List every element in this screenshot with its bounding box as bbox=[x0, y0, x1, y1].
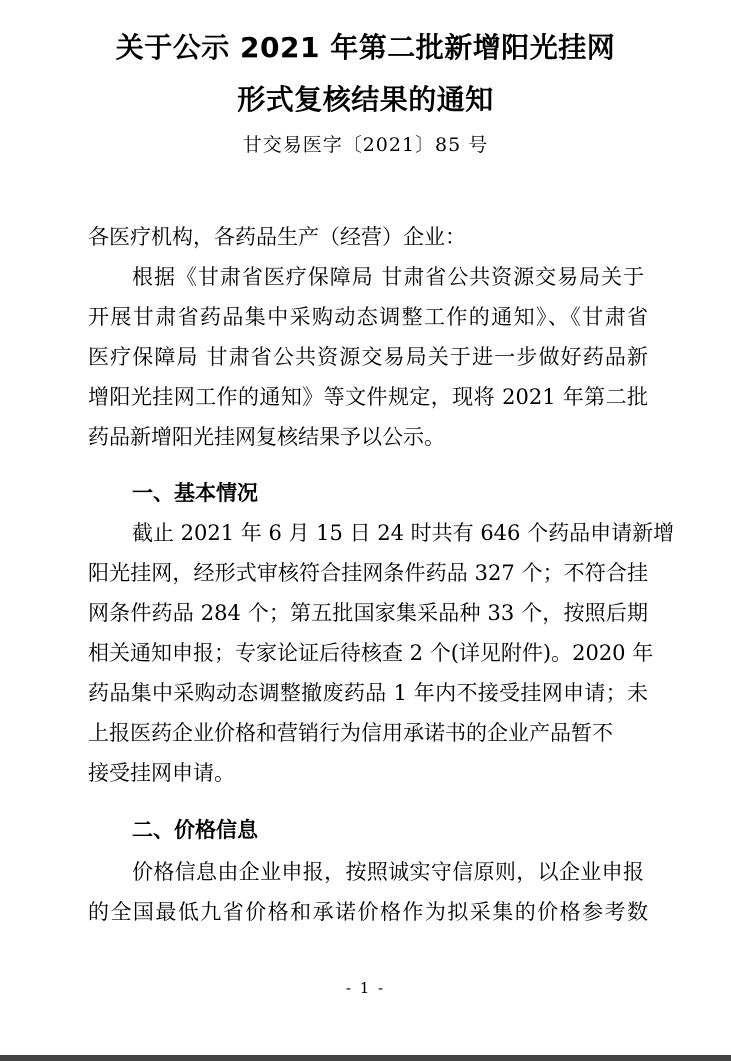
section1-line: 阳光挂网，经形式审核符合挂网条件药品 327 个；不符合挂 bbox=[88, 561, 648, 585]
section1-line: 相关通知申报；专家论证后待核查 2 个(详见附件)。2020 年 bbox=[88, 641, 654, 665]
section1-line: 上报医药企业价格和营销行为信用承诺书的企业产品暂不 bbox=[88, 721, 613, 745]
section2-line: 价格信息由企业申报，按照诚实守信原则，以企业申报 bbox=[132, 860, 644, 884]
section1-line: 接受挂网申请。 bbox=[88, 761, 235, 785]
intro-line: 医疗保障局 甘肃省公共资源交易局关于进一步做好药品新 bbox=[88, 345, 648, 369]
section-heading-basic-info: 一、基本情况 bbox=[132, 481, 258, 505]
document-number: 甘交易医字〔2021〕85 号 bbox=[242, 134, 489, 156]
page-bottom-edge bbox=[0, 1055, 731, 1061]
document-title-line-2: 形式复核结果的通知 bbox=[237, 83, 494, 116]
section2-line: 的全国最低九省价格和承诺价格作为拟采集的价格参考数 bbox=[88, 900, 648, 924]
intro-line: 增阳光挂网工作的通知》等文件规定，现将 2021 年第二批 bbox=[88, 385, 648, 409]
section1-line: 药品集中采购动态调整撤废药品 1 年内不接受挂网申请；未 bbox=[88, 681, 648, 705]
document-title-line-1: 关于公示 2021 年第二批新增阳光挂网 bbox=[115, 31, 616, 64]
salutation: 各医疗机构，各药品生产（经营）企业： bbox=[88, 225, 466, 249]
intro-line: 开展甘肃省药品集中采购动态调整工作的通知》、《甘肃省 bbox=[88, 305, 648, 329]
intro-line: 根据《甘肃省医疗保障局 甘肃省公共资源交易局关于 bbox=[132, 265, 644, 289]
section1-line: 网条件药品 284 个；第五批国家集采品种 33 个，按照后期 bbox=[88, 601, 648, 625]
intro-line: 药品新增阳光挂网复核结果予以公示。 bbox=[88, 425, 445, 449]
page-number: - 1 - bbox=[345, 979, 386, 997]
section-heading-price-info: 二、价格信息 bbox=[132, 818, 258, 842]
section1-line: 截止 2021 年 6 月 15 日 24 时共有 646 个药品申请新增 bbox=[132, 521, 675, 545]
